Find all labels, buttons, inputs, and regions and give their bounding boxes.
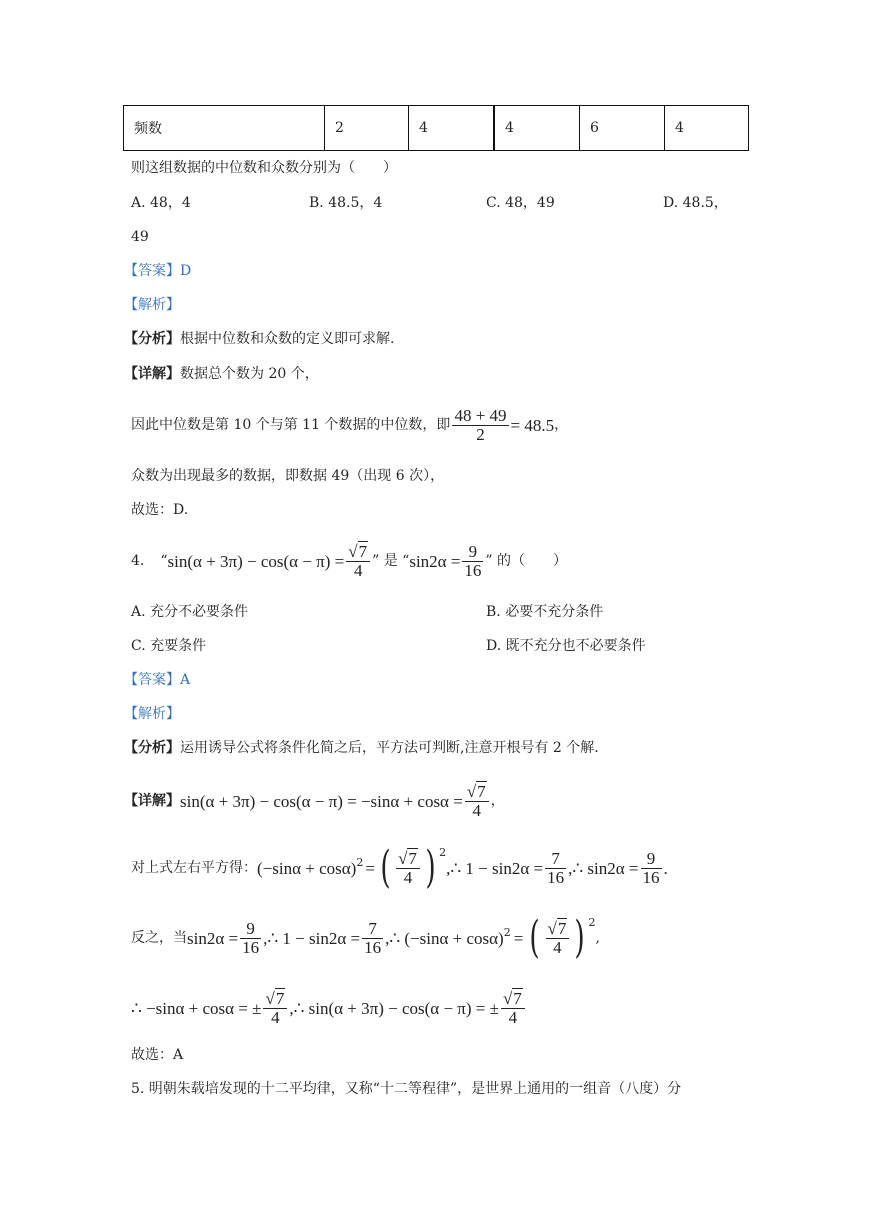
exponent: 2	[356, 855, 364, 869]
q3-analysis-heading: 【解析】	[124, 297, 180, 313]
sqrt7-over-4	[346, 543, 370, 580]
q3-fenxi	[124, 332, 394, 346]
q4-option-b: B. 必要不充分条件	[486, 604, 604, 620]
fenxi-text: 运用诱导公式将条件化简之后，平方法可判断,注意开根号有 2 个解.	[180, 740, 599, 756]
table-cell: 4	[409, 106, 495, 151]
radicand: 7	[358, 541, 368, 561]
q3-choose: 故选：D.	[131, 502, 189, 518]
square-lhs: (−sinα + cosα)	[257, 858, 357, 878]
exponent: 2	[503, 925, 511, 939]
q3-median-line	[131, 400, 568, 450]
fraction-numerator: 9	[641, 850, 662, 869]
exponent: 2	[439, 845, 447, 859]
converse-end: ,	[595, 930, 600, 946]
radicand: 7	[275, 988, 285, 1008]
fraction-denominator: 16	[547, 867, 565, 887]
nine-over-sixteen	[641, 850, 662, 887]
median-fraction	[452, 407, 508, 444]
radicand: 7	[557, 918, 567, 938]
q4-option-c: C. 充要条件	[131, 638, 207, 654]
q3-mode-line: 众数为出现最多的数据，即数据 49（出现 6 次），	[131, 468, 445, 484]
q3-option-d: D. 48.5，	[663, 195, 728, 211]
fraction-numerator: 9	[240, 920, 261, 939]
fraction-denominator: 4	[472, 800, 481, 820]
q4-open-quote: “	[160, 553, 168, 569]
table-cell: 2	[325, 106, 409, 151]
fraction-numerator: 7	[545, 850, 566, 869]
fraction-denominator: 16	[364, 937, 382, 957]
therefore-a: ∴ −sinα + cosα = ±	[131, 998, 262, 1018]
sqrt7-over-4	[396, 850, 420, 887]
table-row-label: 频数	[124, 106, 325, 151]
fraction-denominator: 4	[403, 867, 413, 887]
radicand: 7	[513, 988, 522, 1008]
q4-expr1: sin(α + 3π) − cos(α − π) =	[167, 551, 345, 571]
seven-over-sixteen	[362, 920, 383, 957]
fraction-numerator: 9	[462, 543, 483, 562]
q4-tail: ” 的（ ）	[485, 553, 568, 569]
q4-square-line: 对上式左右平方得： (−sinα + cosα) $^2$ = ( $\frac{√7}{4}$ ) $^2$ ,∴ 1 − sin2α = $\frac{7}{16}$ ,∴ sin2α = $\frac{9}{16}$ .	[131, 842, 668, 893]
q4-therefore-line	[131, 982, 527, 1034]
therefore-b: ,∴ sin(α + 3π) − cos(α − π) = ±	[289, 998, 499, 1018]
fraction-numerator: √7	[346, 543, 370, 562]
converse-expr3: ,∴ (−sinα + cosα)	[385, 928, 504, 948]
square-mid: ,∴ 1 − sin2α =	[446, 858, 544, 878]
median-comma: ，	[554, 417, 569, 433]
fraction-numerator: √7	[546, 920, 570, 939]
median-result: = 48.5	[510, 415, 555, 435]
fraction-numerator: 7	[362, 920, 383, 939]
converse-expr1: sin2α =	[187, 928, 239, 948]
table-row	[124, 106, 749, 151]
xiangjie-tag: 【详解】	[124, 366, 180, 382]
xiangjie-text: 数据总个数为 20 个，	[180, 366, 319, 382]
fraction-denominator: 4	[508, 1007, 518, 1027]
q4-detail-line1	[124, 776, 505, 826]
detail-comma: ，	[490, 793, 505, 809]
fraction-denominator: 2	[476, 424, 485, 444]
q4-fenxi	[124, 741, 599, 755]
table-cell: 6	[580, 106, 665, 151]
q3-option-b: B. 48.5，4	[309, 195, 383, 211]
fraction-denominator: 4	[271, 1007, 280, 1027]
table-cell: 4	[665, 106, 749, 151]
square-mid2: ,∴ sin2α =	[568, 858, 639, 878]
fenxi-text: 根据中位数和众数的定义即可求解.	[180, 331, 395, 347]
q3-option-d-wrap: 49	[131, 229, 149, 245]
q3-answer: 【答案】D	[124, 263, 192, 279]
radicand: 7	[477, 781, 486, 801]
detail-expr: sin(α + 3π) − cos(α − π) = −sinα + cosα =	[180, 791, 463, 811]
q4-converse-line: 反之，当 sin2α = $\frac{9}{16}$ ,∴ 1 − sin2α = $\frac{7}{16}$ ,∴ (−sinα + cosα) $^2$ = ( $\frac{√7}{4}$ ) $^2$ ,	[131, 912, 600, 963]
sqrt7-over-4	[546, 920, 570, 957]
fraction-denominator: 16	[464, 560, 482, 580]
frequency-table	[123, 105, 749, 151]
q3-stem: 则这组数据的中位数和众数分别为（ ）	[131, 160, 397, 176]
q3-xiangjie	[124, 367, 319, 381]
radicand: 7	[408, 848, 417, 868]
sqrt7-over-4	[501, 990, 525, 1027]
q5-stem: 5. 明朝朱载培发现的十二平均律，又称“十二等程律”，是世界上通用的一组音（八度）分	[131, 1081, 682, 1097]
fenxi-tag: 【分析】	[124, 331, 180, 347]
square-dot: .	[663, 858, 668, 878]
fraction-denominator: 4	[353, 560, 363, 580]
q4-stem	[131, 536, 567, 586]
table-cell: 4	[494, 106, 580, 151]
q4-option-d: D. 既不充分也不必要条件	[486, 638, 646, 654]
fraction-numerator: √7	[396, 850, 420, 869]
q3-option-a: A. 48，4	[131, 195, 191, 211]
fraction-numerator: √7	[465, 783, 489, 802]
q4-option-a: A. 充分不必要条件	[131, 604, 249, 620]
fraction-denominator: 16	[242, 937, 260, 957]
sqrt7-over-4	[465, 783, 489, 820]
converse-eq: =	[513, 928, 524, 948]
sqrt7-over-4	[263, 990, 287, 1027]
median-text: 因此中位数是第 10 个与第 11 个数据的中位数，即	[131, 417, 451, 433]
nine-over-sixteen	[462, 543, 483, 580]
converse-expr2: ,∴ 1 − sin2α =	[263, 928, 361, 948]
fenxi-tag: 【分析】	[124, 740, 180, 756]
q4-number: 4.	[131, 553, 145, 569]
fraction-numerator: √7	[501, 990, 525, 1009]
q4-choose: 故选：A	[131, 1047, 184, 1063]
fraction-denominator: 4	[553, 937, 562, 957]
fraction-denominator: 16	[642, 867, 660, 887]
exponent: 2	[588, 915, 596, 929]
q4-expr2: sin2α =	[409, 551, 461, 571]
converse-label: 反之，当	[131, 930, 187, 946]
q4-answer: 【答案】A	[124, 672, 191, 688]
fraction-numerator: √7	[263, 990, 287, 1009]
xiangjie-tag: 【详解】	[124, 793, 180, 809]
q4-analysis-heading: 【解析】	[124, 706, 180, 722]
q3-option-c: C. 48，49	[486, 195, 555, 211]
fraction-numerator: 48 + 49	[454, 405, 507, 425]
seven-over-sixteen	[545, 850, 566, 887]
q4-mid-text: ” 是 “	[372, 553, 410, 569]
square-label: 对上式左右平方得：	[131, 860, 257, 876]
nine-over-sixteen	[240, 920, 261, 957]
